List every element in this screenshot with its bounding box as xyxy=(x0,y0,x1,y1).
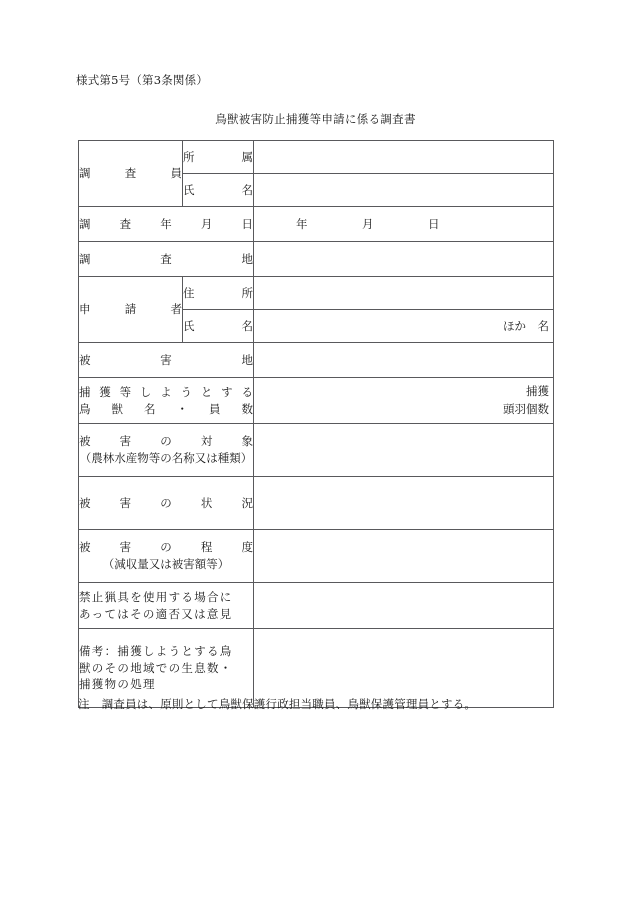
damage-place-value[interactable] xyxy=(254,343,554,378)
prohibited-gear-value[interactable] xyxy=(254,583,554,629)
damage-object-value[interactable] xyxy=(254,424,554,477)
damage-situation-label-cell xyxy=(79,477,254,530)
damage-degree-label-cell xyxy=(79,530,254,583)
damage-object-label-line2: （農林水産物等の名称又は種類） xyxy=(79,451,253,465)
capture-target-unit-line2: 頭羽個数 xyxy=(503,401,549,416)
investigator-label-cell xyxy=(79,141,183,207)
form-number: 様式第5号（第3条関係） xyxy=(76,73,209,87)
table-row-applicant-address xyxy=(79,277,554,310)
survey-date-value[interactable] xyxy=(254,207,554,242)
table-row-survey-date xyxy=(79,207,554,242)
survey-place-label: 調査地 xyxy=(79,251,253,266)
survey-date-year-unit: 年 xyxy=(296,216,308,231)
applicant-name-label-cell xyxy=(183,310,254,343)
damage-place-label-cell xyxy=(79,343,254,378)
damage-degree-value[interactable] xyxy=(254,530,554,583)
applicant-others-suffix: ほか 名 xyxy=(503,318,549,333)
table-row-prohibited-gear xyxy=(79,583,554,629)
applicant-address-value[interactable] xyxy=(254,277,554,310)
capture-target-label-line2: 鳥獣名・員数 xyxy=(79,401,253,416)
table-row-damage-object xyxy=(79,424,554,477)
damage-situation-value[interactable] xyxy=(254,477,554,530)
damage-degree-label-line2: （減収量又は被害額等） xyxy=(102,557,230,571)
survey-date-label: 調査年月日 xyxy=(79,216,253,231)
prohibited-gear-label-cell xyxy=(79,583,254,629)
damage-degree-label-line1: 被害の程度 xyxy=(79,540,253,555)
footer-note xyxy=(78,696,476,712)
survey-form-table xyxy=(78,140,554,708)
footer-note-mark: 注 xyxy=(78,697,90,711)
investigator-affiliation-value[interactable] xyxy=(254,141,554,174)
investigator-name-label-cell xyxy=(183,174,254,207)
table-row-investigator-affiliation xyxy=(79,141,554,174)
investigator-name-value[interactable] xyxy=(254,174,554,207)
remarks-label-line3: 捕獲物の処理 xyxy=(79,677,156,692)
remarks-label-line2: 獣のその地域での生息数・ xyxy=(79,660,233,675)
capture-target-label-line1: 捕獲等しようとする xyxy=(79,384,253,399)
survey-place-label-cell xyxy=(79,242,254,277)
capture-target-value[interactable] xyxy=(254,378,554,424)
prohibited-gear-label-line1: 禁止猟具を使用する場合に xyxy=(79,589,233,604)
applicant-address-label: 住所 xyxy=(183,285,253,300)
capture-target-unit-line1: 捕獲 xyxy=(526,384,549,399)
survey-date-placeholder xyxy=(254,216,553,233)
capture-target-label-cell xyxy=(79,378,254,424)
damage-situation-label: 被害の状況 xyxy=(79,495,253,510)
table-row-damage-degree xyxy=(79,530,554,583)
applicant-name-value[interactable] xyxy=(254,310,554,343)
table-row-capture-target xyxy=(79,378,554,424)
footer-note-text: 調査員は、原則として鳥獣保護行政担当職員、鳥獣保護管理員とする。 xyxy=(101,697,477,711)
damage-place-label: 被害地 xyxy=(79,352,253,367)
investigator-name-label: 氏名 xyxy=(183,182,253,197)
survey-place-value[interactable] xyxy=(254,242,554,277)
remarks-label-line1: 備考：捕獲しようとする鳥 xyxy=(79,643,233,658)
survey-date-month-unit: 月 xyxy=(362,216,374,231)
applicant-name-label: 氏名 xyxy=(183,318,253,333)
table-row-survey-place xyxy=(79,242,554,277)
table-row-damage-situation xyxy=(79,477,554,530)
applicant-label: 申請者 xyxy=(79,302,182,317)
investigator-affiliation-label-cell xyxy=(183,141,254,174)
investigator-label: 調査員 xyxy=(79,166,182,181)
survey-date-label-cell xyxy=(79,207,254,242)
damage-object-label-line1: 被害の対象 xyxy=(79,434,253,449)
applicant-label-cell xyxy=(79,277,183,343)
document-title: 鳥獣被害防止捕獲等申請に係る調査書 xyxy=(215,112,416,126)
table-row-damage-place xyxy=(79,343,554,378)
survey-date-day-unit: 日 xyxy=(428,216,440,231)
applicant-address-label-cell xyxy=(183,277,254,310)
prohibited-gear-label-line2: あってはその適否又は意見 xyxy=(79,606,233,621)
investigator-affiliation-label: 所属 xyxy=(183,149,253,164)
damage-object-label-cell xyxy=(79,424,254,477)
